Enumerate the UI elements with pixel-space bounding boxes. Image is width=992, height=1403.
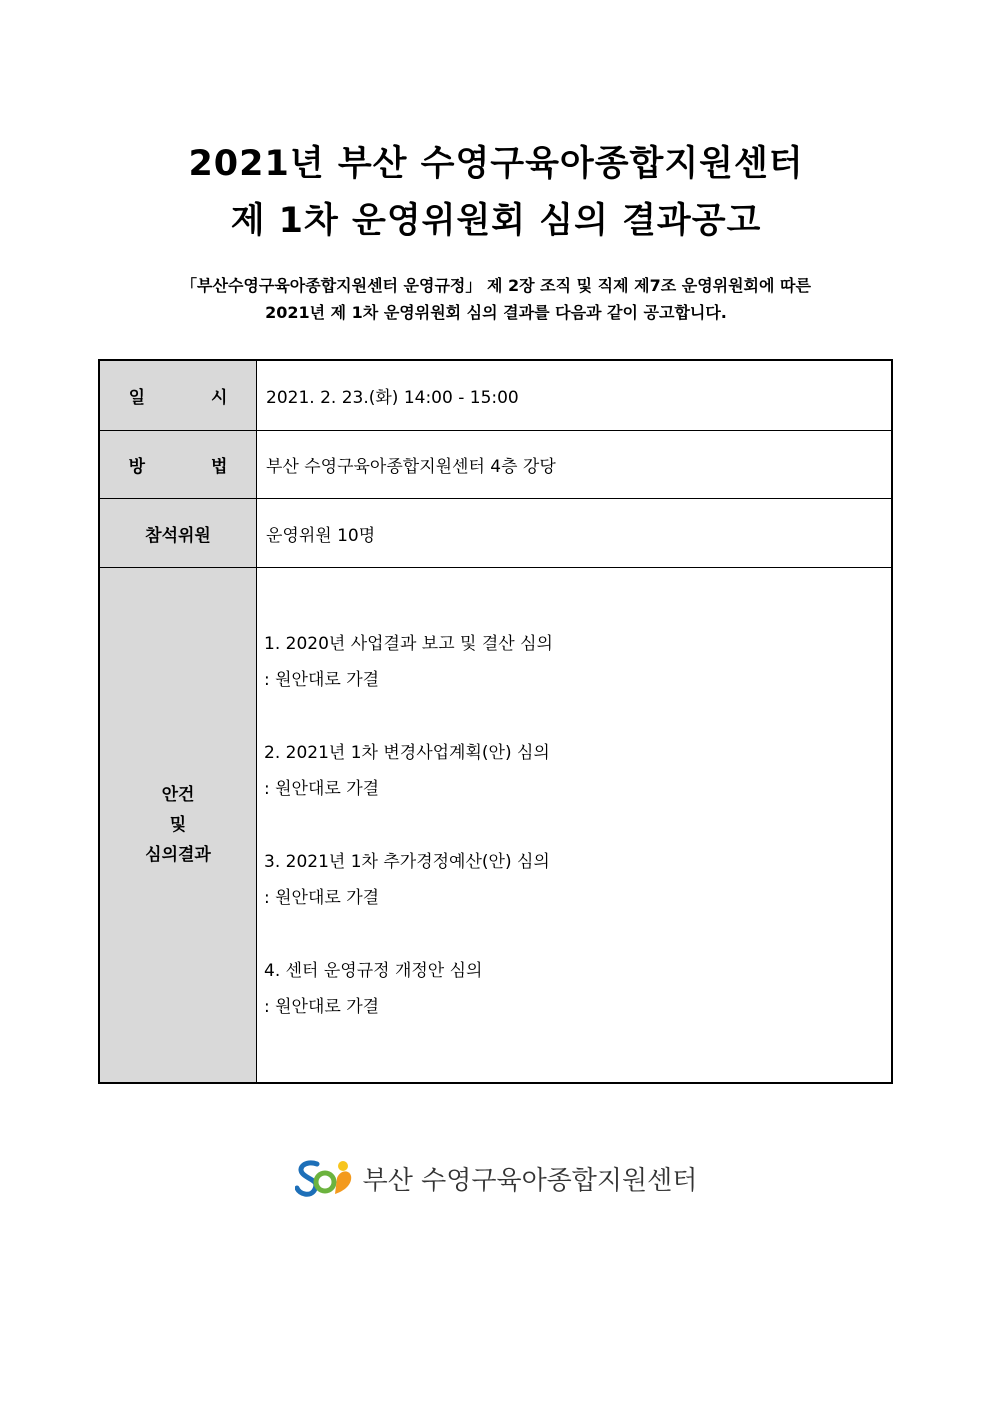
attendees-value: 운영위원 10명 [266, 525, 376, 546]
agenda-label-line: 및 [169, 815, 187, 835]
method-value: 부산 수영구육아종합지원센터 4층 강당 [266, 457, 556, 477]
agenda-item [264, 735, 553, 844]
result-table [98, 359, 893, 1084]
date-row [100, 361, 891, 431]
center-name: 부산 수영구육아종합지원센터 [362, 1165, 698, 1196]
agenda-item-result: : 원안대로 가결 [264, 779, 380, 799]
agenda-label-line: 안건 [161, 785, 195, 805]
agenda-list [264, 626, 553, 1062]
method-row [100, 431, 891, 499]
document-title-line-2: 제 1차 운영위원회 심의 결과공고 [230, 201, 762, 241]
attendees-label: 참석위원 [100, 499, 257, 567]
agenda-item-result: : 원안대로 가결 [264, 670, 380, 690]
intro-line-2: 2021년 제 1차 운영위원회 심의 결과를 다음과 같이 공고합니다. [265, 303, 727, 322]
agenda-item-result: : 원안대로 가결 [264, 997, 380, 1017]
center-logo-icon [295, 1156, 357, 1200]
attendees-row [100, 499, 891, 568]
method-label: 방 법 [100, 431, 257, 498]
intro-line-1: 「부산수영구육아종합지원센터 운영규정」 제 2장 조직 및 직제 제7조 운영위원회에 따른 [181, 276, 811, 295]
agenda-item-result: : 원안대로 가결 [264, 888, 380, 908]
agenda-label [100, 568, 257, 1082]
document-title-line-1: 2021년 부산 수영구육아종합지원센터 [188, 144, 804, 184]
date-value: 2021. 2. 23.(화) 14:00 - 15:00 [266, 388, 519, 408]
agenda-item [264, 953, 553, 1062]
agenda-label-line: 심의결과 [145, 845, 211, 865]
agenda-item [264, 626, 553, 735]
footer [0, 1156, 992, 1200]
agenda-item-title: 4. 센터 운영규정 개정안 심의 [264, 961, 483, 981]
agenda-item-title: 1. 2020년 사업결과 보고 및 결산 심의 [264, 634, 553, 654]
date-label: 일 시 [100, 361, 257, 430]
agenda-item [264, 844, 553, 953]
agenda-item-title: 2. 2021년 1차 변경사업계획(안) 심의 [264, 743, 550, 763]
agenda-item-title: 3. 2021년 1차 추가경정예산(안) 심의 [264, 852, 550, 872]
